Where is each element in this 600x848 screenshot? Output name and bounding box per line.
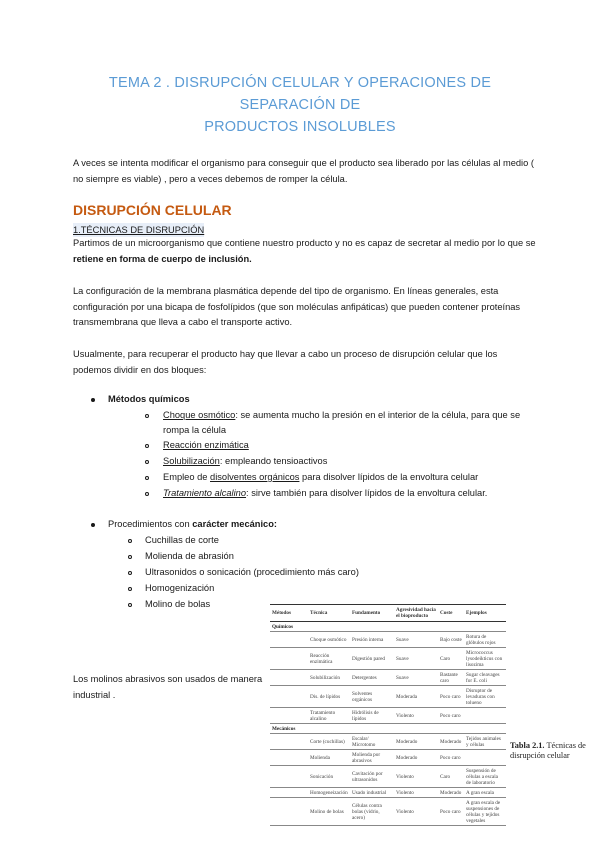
table-row <box>270 798 506 826</box>
circle-bullet-icon <box>128 571 132 575</box>
mech-title <box>108 517 277 532</box>
circle-bullet-icon <box>145 476 149 480</box>
chem-item-prefix: Empleo de <box>163 472 211 482</box>
table-cell: Usado industrial <box>350 788 394 798</box>
table-cell: Poco caro <box>438 798 464 826</box>
table-cell: Rotura de glóbulos rojos <box>464 632 506 648</box>
chem-item-term: Solubilización <box>163 456 220 466</box>
chem-item <box>163 438 249 453</box>
table-header-row <box>270 605 506 622</box>
table-cell <box>270 632 308 648</box>
table-cell: Molienda por abrasivos <box>350 750 394 766</box>
table-cell: Moderado <box>394 734 438 750</box>
table-cell: Reacción enzimática <box>308 648 350 670</box>
table-cell: Suspensión de células a escala de laboratorio <box>464 766 506 788</box>
table-header: Técnica <box>308 605 350 622</box>
table-row <box>270 708 506 724</box>
table-row <box>270 686 506 708</box>
table-group-row <box>270 724 506 734</box>
chem-item-term: Reacción enzimática <box>163 440 249 450</box>
circle-bullet-icon <box>128 587 132 591</box>
chem-title: Métodos químicos <box>108 394 190 404</box>
chem-item-text: : sirve también para disolver lípidos de la envoltura celular. <box>246 488 488 498</box>
paragraph-1 <box>73 236 536 267</box>
table-cell: Micrococcus lysodeikticus con lisozima <box>464 648 506 670</box>
table-cell: Violento <box>394 708 438 724</box>
table-cell: Bajo coste <box>438 632 464 648</box>
table-cell: A gran escala <box>464 788 506 798</box>
paragraph-3 <box>73 347 497 378</box>
table-cell: Choque osmótico <box>308 632 350 648</box>
table-cell: Homogeneización <box>308 788 350 798</box>
table-cell: Tejidos animales y células <box>464 734 506 750</box>
circle-bullet-icon <box>128 539 132 543</box>
table-cell: Caro <box>438 766 464 788</box>
table-cell: Escalar/ Microtomo <box>350 734 394 750</box>
table-cell: Poco caro <box>438 750 464 766</box>
caption-label: Tabla 2.1. <box>510 741 545 750</box>
intro-line-1: A veces se intenta modificar el organismo para conseguir que el producto sea liberado por las células al medio ( <box>73 158 534 168</box>
table-cell: Violento <box>394 798 438 826</box>
table-cell: Tratamiento alcalino <box>308 708 350 724</box>
table-cell: Suave <box>394 632 438 648</box>
subheading: 1.TÉCNICAS DE DISRUPCIÓN <box>73 225 205 235</box>
chem-item-text: para disolver lípidos de la envoltura celular <box>299 472 479 482</box>
circle-bullet-icon <box>128 555 132 559</box>
table-cell: Detergentes <box>350 670 394 686</box>
title-line-1: TEMA 2 . DISRUPCIÓN CELULAR Y OPERACIONES DE SEPARACIÓN DE <box>108 75 492 113</box>
chem-item-term: disolventes orgánicos <box>210 472 300 482</box>
table-cell <box>270 750 308 766</box>
circle-bullet-icon <box>145 444 149 448</box>
table-header: Ejemplos <box>464 605 506 622</box>
table-cell: Caro <box>438 648 464 670</box>
table-header: Métodos <box>270 605 308 622</box>
table-cell: A gran escala de suspensiones de células y tejidos vegetales <box>464 798 506 826</box>
table-cell <box>270 734 308 750</box>
bullet-icon <box>91 398 95 402</box>
table-cell: Molino de bolas <box>308 798 350 826</box>
table-cell: Sonicación <box>308 766 350 788</box>
para1-line-2: retiene en forma de cuerpo de inclusión. <box>73 253 252 264</box>
chem-item-term: Choque osmótico <box>163 410 236 420</box>
intro-paragraph <box>73 156 534 187</box>
table-cell <box>270 648 308 670</box>
table-group-label: Químicos <box>270 622 506 632</box>
table-cell: Digestión pared <box>350 648 394 670</box>
table-body-mechanical <box>270 724 506 826</box>
table-cell: Moderada <box>394 686 438 708</box>
table-cell: Cavitación por ultrasonidos <box>350 766 394 788</box>
table-group-label: Mecánicos <box>270 724 506 734</box>
chem-item-text: : se aumenta mucho la presión en el interior de la célula, para que se <box>235 410 521 420</box>
table-cell: Moderado <box>438 788 464 798</box>
mech-title-bold: carácter mecánico: <box>192 519 277 529</box>
table-cell: Poco caro <box>438 708 464 724</box>
table-cell: Violento <box>394 788 438 798</box>
table-cell: Corte (cuchillas) <box>308 734 350 750</box>
page-title <box>60 72 540 138</box>
mech-item: Molino de bolas <box>145 599 211 609</box>
table-cell: Sugar cleavages for E. coli <box>464 670 506 686</box>
table-group-row <box>270 622 506 632</box>
para1-line-1: Partimos de un microorganismo que contiene nuestro producto y no es capaz de secretar al medio por lo que se <box>73 238 536 248</box>
table-row <box>270 750 506 766</box>
table-row <box>270 648 506 670</box>
table-cell: Violento <box>394 766 438 788</box>
table-body-chemical <box>270 622 506 724</box>
molinos-line-1: Los molinos abrasivos son usados de manera <box>73 674 263 684</box>
circle-bullet-icon <box>145 460 149 464</box>
mech-item: Homogenización <box>145 583 215 593</box>
table-cell <box>270 686 308 708</box>
table-cell: Poco caro <box>438 686 464 708</box>
chem-item-text-cont: rompa la célula <box>163 425 227 435</box>
circle-bullet-icon <box>128 603 132 607</box>
table-cell <box>270 670 308 686</box>
table-row <box>270 670 506 686</box>
table-cell: Moderado <box>438 734 464 750</box>
table-row <box>270 632 506 648</box>
chem-item-text: : empleando tensioactivos <box>219 456 328 466</box>
techniques-table-figure <box>270 604 506 826</box>
table-cell <box>270 708 308 724</box>
intro-line-2: no siempre es viable) , pero a veces debemos de romper la célula. <box>73 173 348 184</box>
caption-text: Técnicas de disrupción celular <box>510 741 586 760</box>
table-row <box>270 766 506 788</box>
table-header: Coste <box>438 605 464 622</box>
mech-item: Cuchillas de corte <box>145 535 219 545</box>
table-cell: Molienda <box>308 750 350 766</box>
mech-item: Ultrasonidos o sonicación (procedimiento más caro) <box>145 567 359 577</box>
molinos-paragraph <box>73 672 262 703</box>
para2-line-3: transmembrana que lleva a cabo el transporte activo. <box>73 317 293 327</box>
bullet-icon <box>91 523 95 527</box>
chem-item <box>163 454 327 469</box>
section-heading: DISRUPCIÓN CELULAR <box>73 202 232 218</box>
table-cell: Suave <box>394 648 438 670</box>
table-cell: Suave <box>394 670 438 686</box>
table-cell: Células contra bolas (vidrio, acero) <box>350 798 394 826</box>
techniques-table <box>270 604 506 826</box>
table-cell: Disruptor de levaduras con tolueno <box>464 686 506 708</box>
table-header: Fundamento <box>350 605 394 622</box>
table-cell: Solventes orgánicos <box>350 686 394 708</box>
para2-line-1: La configuración de la membrana plasmática depende del tipo de organismo. En líneas generales, esta <box>73 286 499 296</box>
para3-line-1: Usualmente, para recuperar el producto hay que llevar a cabo un proceso de disrupción celular que los <box>73 349 498 359</box>
table-cell <box>270 798 308 826</box>
table-cell: Solubilización <box>308 670 350 686</box>
molinos-line-2: industrial . <box>73 689 116 700</box>
chem-item <box>163 470 478 485</box>
table-caption <box>510 741 600 761</box>
para2-line-2: configuración por una bicapa de fosfolípidos (que son moléculas anfipáticas) que pueden contener proteínas <box>73 301 521 312</box>
table-cell <box>464 708 506 724</box>
table-cell: Dis. de lípidos <box>308 686 350 708</box>
circle-bullet-icon <box>145 492 149 496</box>
table-row <box>270 788 506 798</box>
table-cell <box>270 766 308 788</box>
table-cell <box>464 750 506 766</box>
chem-item <box>163 408 543 438</box>
table-header: Agresividad hacia el bioproducto <box>394 605 438 622</box>
paragraph-2 <box>73 284 520 331</box>
mech-item: Molienda de abrasión <box>145 551 234 561</box>
mech-title-prefix: Procedimientos con <box>108 519 193 529</box>
table-row <box>270 734 506 750</box>
title-line-2: PRODUCTOS INSOLUBLES <box>204 119 396 135</box>
table-cell: Bastante caro <box>438 670 464 686</box>
circle-bullet-icon <box>145 414 149 418</box>
table-cell: Hidrólisis de lípidos <box>350 708 394 724</box>
table-cell: Presión interna <box>350 632 394 648</box>
para3-line-2: podemos dividir en dos bloques: <box>73 364 207 375</box>
table-cell: Moderado <box>394 750 438 766</box>
chem-item <box>163 486 487 501</box>
table-cell <box>270 788 308 798</box>
chem-item-term: Tratamiento alcalino <box>163 488 247 498</box>
